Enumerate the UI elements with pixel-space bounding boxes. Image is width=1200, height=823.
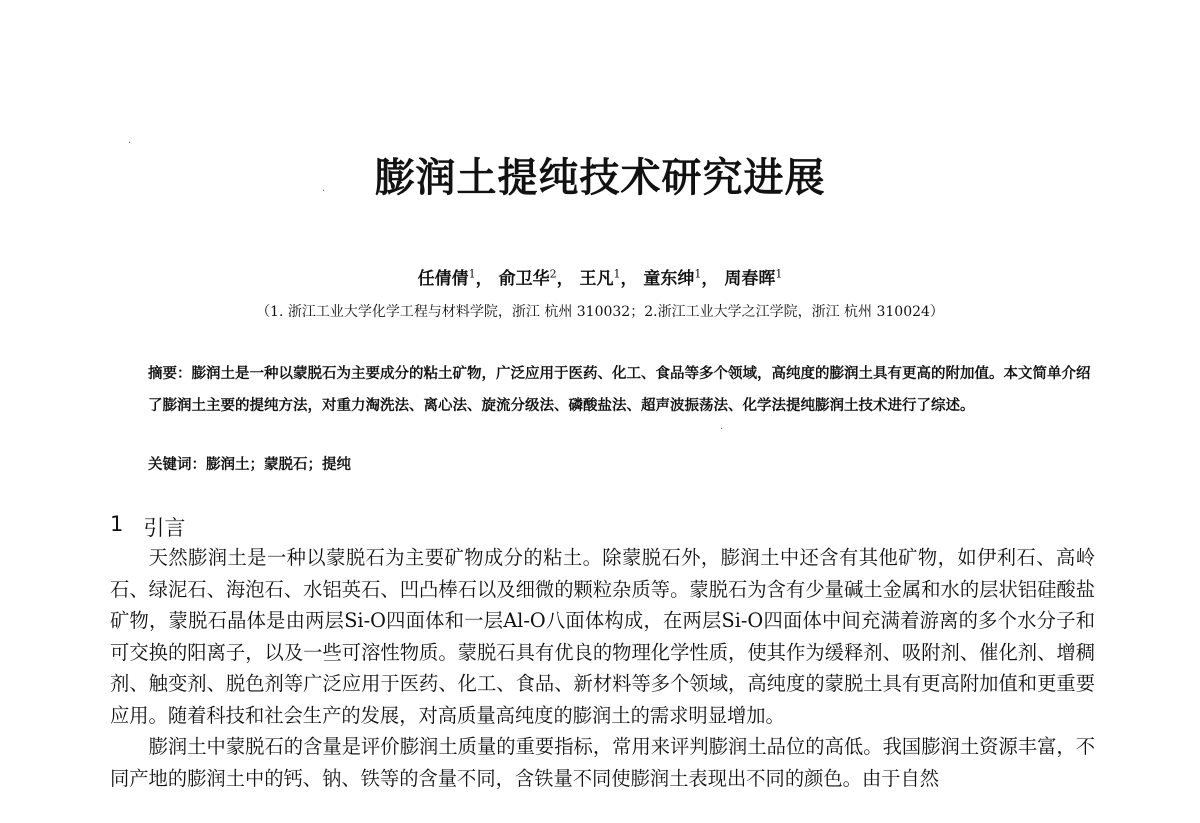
abstract-label: 摘要： [148,366,192,382]
keywords [148,453,351,474]
paragraph: 膨润土中蒙脱石的含量是评价膨润土质量的重要指标，常用来评判膨润土品位的高低。我国膨润土资源丰富，不同产地的膨润土中的钙、钠、铁等的含量不同，含铁量不同使膨润土表现出不同的颜色。由于自然 [110,735,1095,790]
section-heading [110,512,185,542]
abstract-text: 膨润土是一种以蒙脱石为主要成分的粘土矿物，广泛应用于医药、化工、食品等多个领域，高纯度的膨润土具有更高的附加值。本文简单介绍了膨润土主要的提纯方法，对重力淘洗法、离心法、旋流分级法、磷酸盐法、超声波振荡法、化学法提纯膨润土技术进行了综述。 [148,365,1091,414]
author-list: 任倩倩$^1$， 俞卫华$^2$， 王凡$^1$， 童东绅$^1$， 周春晖$^1$ [417,267,783,289]
author: 童东绅$^1$ [643,267,702,289]
keywords-label: 关键词： [148,457,206,473]
body-text [110,542,1095,794]
author: 周春晖$^1$ [724,267,783,289]
keywords-text: 膨润土；蒙脱石；提纯 [206,456,351,473]
section-number: 1 [110,512,124,536]
scan-dot: · [322,186,326,197]
author: 俞卫华$^2$ [498,267,557,289]
section-title: 引言 [143,516,186,540]
scan-dot: · [128,138,132,149]
author: 王凡$^1$ [579,267,621,289]
author: 任倩倩$^1$ [417,267,476,289]
paragraph: 天然膨润土是一种以蒙脱石为主要矿物成分的粘土。除蒙脱石外，膨润土中还含有其他矿物，如伊利石、高岭石、绿泥石、海泡石、水铝英石、凹凸棒石以及细微的颗粒杂质等。蒙脱石为含有少量碱土金属和水的层状铝硅酸盐矿物，蒙脱石晶体是由两层Si-O四面体和一层Al-O八面体构成，在两层Si-O四面体中间充满着游离的多个水分子和可交换的阳离子，以及一些可溶性物质。蒙脱石具有优良的物理化学性质，使其作为缓释剂、吸附剂、催化剂、增稠剂、触变剂、脱色剂等广泛应用于医药、化工、食品、新材料等多个领域，高纯度的蒙脱土具有更高附加值和更重要应用。随着科技和社会生产的发展，对高质量高纯度的膨润土的需求明显增加。 [110,546,1095,727]
affiliations: （1. 浙江工业大学化学工程与材料学院，浙江 杭州 310032；2.浙江工业大学之江学院，浙江 杭州 310024） [256,304,944,320]
scan-dot: · [720,424,724,435]
abstract [148,358,1096,421]
paper-title: 膨润土提纯技术研究进展 [374,155,826,201]
